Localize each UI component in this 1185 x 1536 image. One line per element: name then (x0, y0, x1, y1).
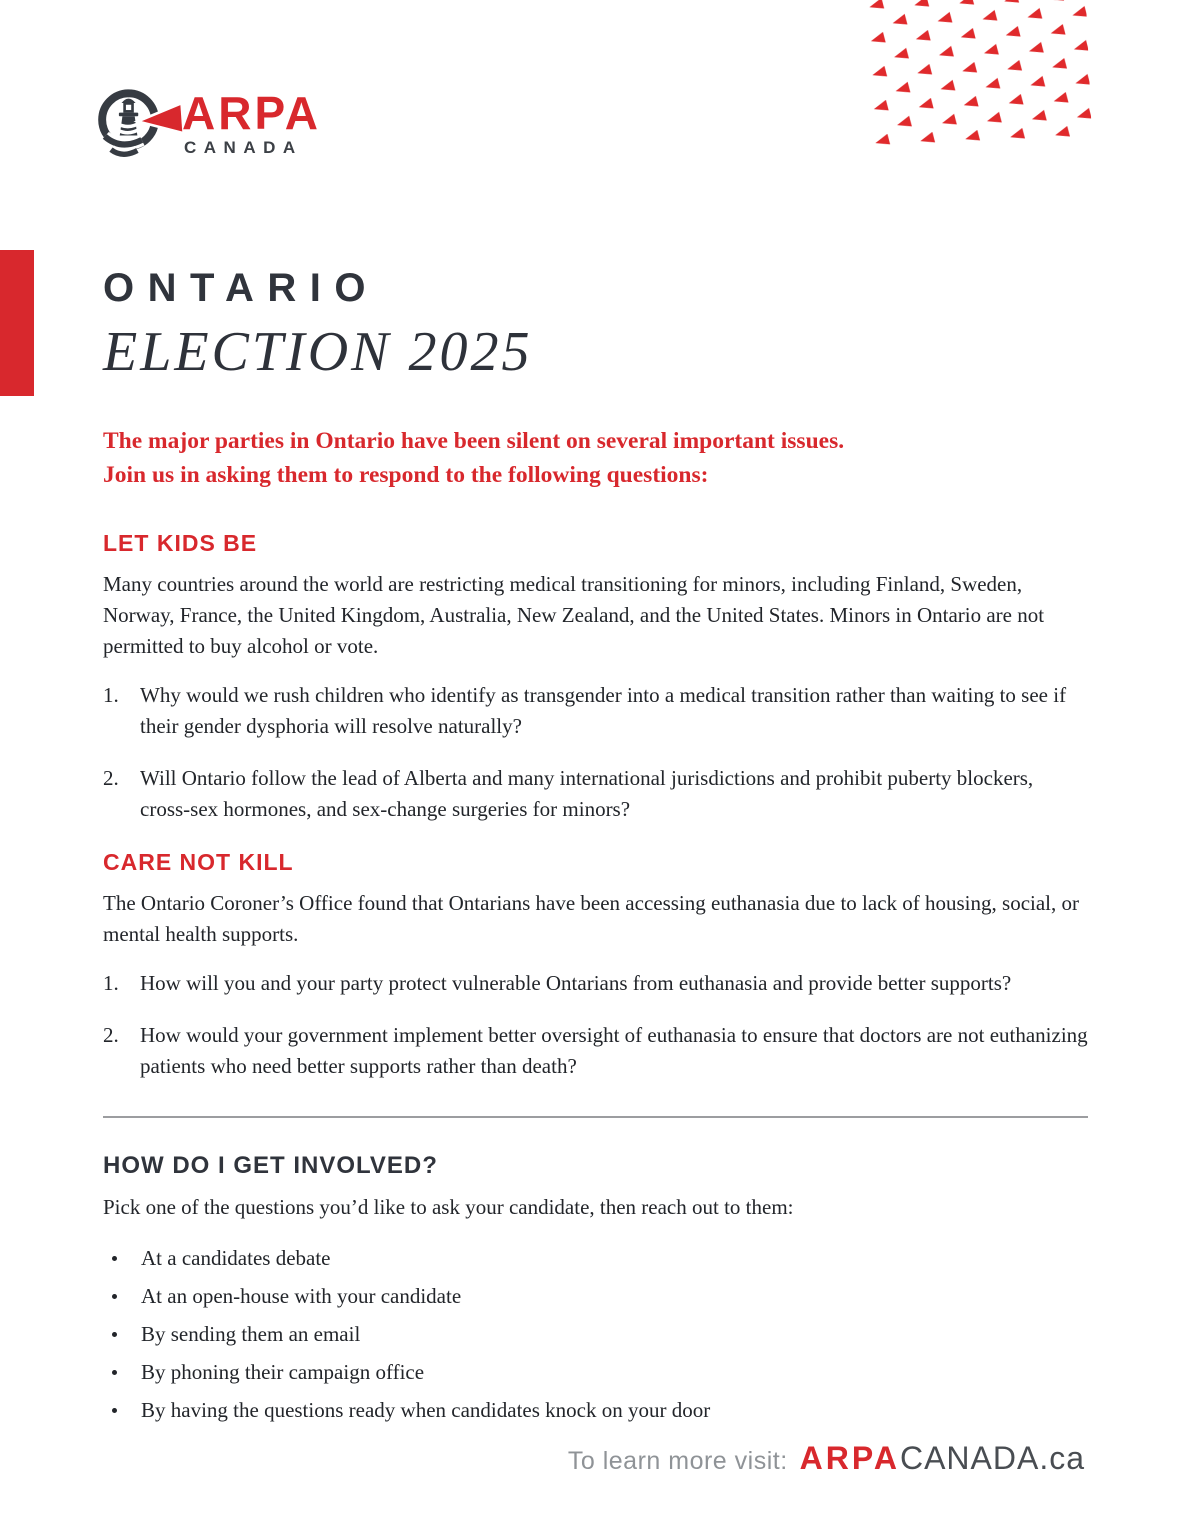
intro-statement (103, 424, 1088, 492)
question-text: How will you and your party protect vulnerable Ontarians from euthanasia and provide better supports? (140, 971, 1012, 995)
logo-country-text: CANADA (184, 138, 303, 158)
section-divider (103, 1116, 1088, 1118)
question-item (103, 680, 1088, 742)
question-item (103, 968, 1088, 999)
page-title: ONTARIO (103, 266, 379, 310)
bullet-dot-icon (112, 1294, 117, 1299)
get-involved-intro: Pick one of the questions you’d like to ask your candidate, then reach out to them: (103, 1195, 794, 1219)
question-list-care-not-kill (103, 968, 1088, 1082)
accent-bar (0, 250, 34, 396)
question-text: How would your government implement better oversight of euthanasia to ensure that doctors are not euthanizing patients who need better supports rather than death? (140, 1023, 1088, 1078)
question-text: Will Ontario follow the lead of Alberta and many international jurisdictions and prohibit puberty blockers, cross-sex hormones, and sex-change surgeries for minors? (140, 766, 1034, 821)
question-text: Why would we rush children who identify as transgender into a medical transition rather than waiting to see if their gender dysphoria will resolve naturally? (140, 683, 1067, 738)
logo-brand-text: ARPA (182, 86, 321, 139)
footer-label: To learn more visit: (567, 1447, 788, 1475)
section-body-care-not-kill: The Ontario Coroner’s Office found that Ontarians have been accessing euthanasia due to lack of housing, social, or mental health supports. (103, 891, 1079, 946)
page-content (103, 250, 1088, 1433)
triangle-pattern-decoration (868, 0, 1092, 151)
question-number: 2. (103, 766, 119, 790)
question-number: 1. (103, 971, 119, 995)
bullet-item (103, 1281, 1088, 1312)
footer (568, 1440, 1085, 1477)
bullet-text: By phoning their campaign office (141, 1360, 425, 1384)
bullet-dot-icon (112, 1408, 117, 1413)
arpa-canada-logo (96, 84, 321, 166)
bullet-item (103, 1395, 1088, 1426)
bullet-item (103, 1319, 1088, 1350)
lighthouse-icon (96, 84, 184, 166)
section-body-let-kids-be: Many countries around the world are restricting medical transitioning for minors, including Finland, Sweden, Norway, France, the United Kingdom, Australia, New Zealand, and the United States. Minors in Ontario are not permitted to buy alcohol or vote. (103, 572, 1045, 658)
question-item (103, 763, 1088, 825)
bullet-text: At a candidates debate (141, 1246, 331, 1270)
footer-brand-canada: CANADA (899, 1440, 1040, 1476)
question-number: 1. (103, 683, 119, 707)
bullet-dot-icon (112, 1370, 117, 1375)
intro-line-2: Join us in asking them to respond to the following questions: (103, 462, 709, 488)
question-list-let-kids-be (103, 680, 1088, 825)
page-subtitle: ELECTION 2025 (103, 321, 533, 383)
intro-line-1: The major parties in Ontario have been silent on several important issues. (103, 428, 845, 454)
footer-brand-arpa: ARPA (799, 1440, 900, 1476)
bullet-item (103, 1357, 1088, 1388)
bullet-dot-icon (112, 1256, 117, 1261)
question-item (103, 1020, 1088, 1082)
section-heading-get-involved: HOW DO I GET INVOLVED? (103, 1152, 438, 1179)
logo-wordmark (182, 86, 321, 158)
bullet-text: By having the questions ready when candidates knock on your door (141, 1398, 711, 1422)
bullet-item (103, 1243, 1088, 1274)
question-number: 2. (103, 1023, 119, 1047)
get-involved-list (103, 1243, 1088, 1426)
bullet-text: At an open-house with your candidate (141, 1284, 462, 1308)
bullet-text: By sending them an email (141, 1322, 361, 1346)
footer-domain-tld: .ca (1039, 1440, 1085, 1476)
bullet-dot-icon (112, 1332, 117, 1337)
section-heading-let-kids-be: LET KIDS BE (103, 530, 258, 556)
triangle-pattern-icon (868, 0, 1092, 151)
section-heading-care-not-kill: CARE NOT KILL (103, 849, 294, 875)
